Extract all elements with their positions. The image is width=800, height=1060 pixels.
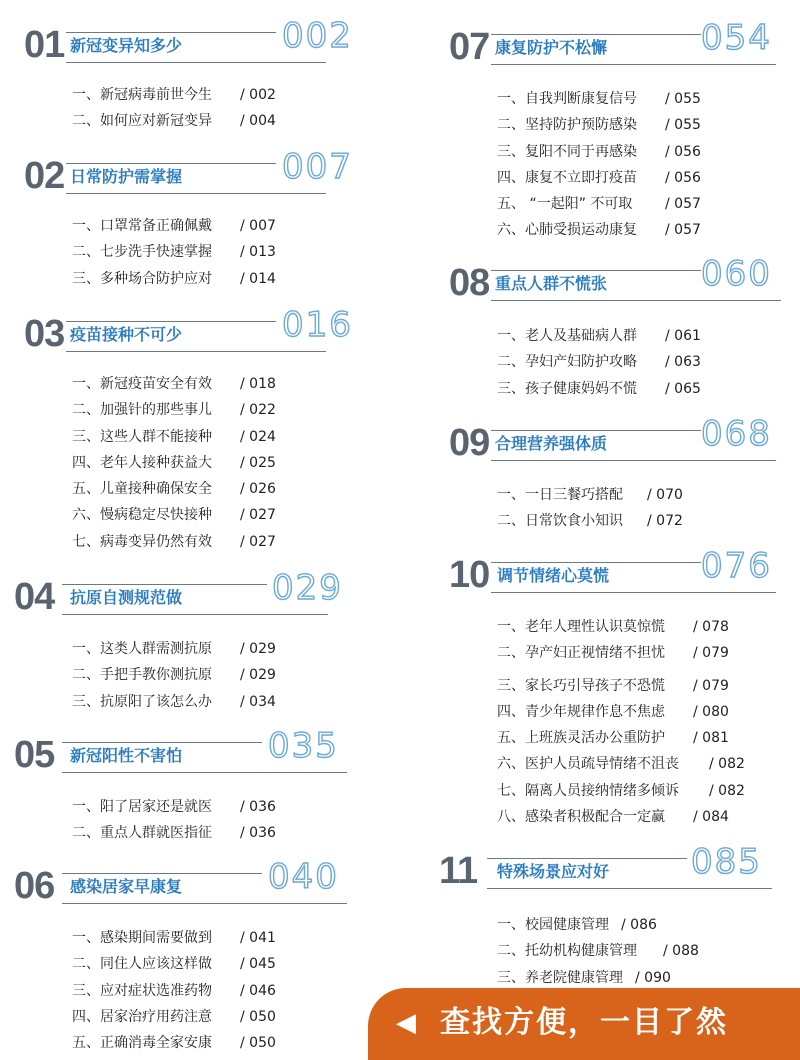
chapter-04[interactable]: 04 抗原自测规范做 029 一、这类人群需测抗原 / 029 二、手把手教你测抗原 / 029 三、抗原阳了该怎么办 / 034 — [14, 568, 343, 710]
chapter-title: 调节情绪心莫慌 — [497, 566, 610, 585]
chapter-title: 新冠变异知多少 — [70, 36, 183, 55]
chapter-page-number: 040 — [268, 857, 339, 897]
chapter-05[interactable]: 05 新冠阳性不害怕 035 一、阳了居家还是就医 / 036 二、重点人群就医指征 / 036 — [0, 732, 380, 782]
divider — [62, 614, 328, 615]
divider — [66, 321, 276, 322]
chapter-title: 康复防护不松懈 — [495, 38, 608, 57]
chapter-page-number: 054 — [701, 18, 772, 58]
chapter-page-number: 029 — [272, 568, 343, 608]
chapter-title: 合理营养强体质 — [495, 434, 608, 453]
chapter-11[interactable]: 11 特殊场景应对好 085 一、校园健康管理 / 086 二、托幼机构健康管理 / 088 三、养老院健康管理 / 090 — [425, 848, 800, 898]
chapter-number: 10 — [449, 554, 490, 596]
chapter-number: 11 — [439, 850, 478, 892]
promo-banner[interactable] — [368, 988, 800, 1060]
divider — [491, 34, 701, 35]
divider — [62, 584, 267, 585]
divider — [487, 858, 687, 859]
chapter-number: 03 — [24, 313, 65, 355]
chapter-06[interactable]: 06 感染居家早康复 040 一、感染期间需要做到 / 041 二、同住人应该这样做 / 045 三、应对症状选准药物 / 046 四、居家治疗用药注意 / 050 五、正确消毒全家安康 / 050 — [0, 863, 380, 913]
chapter-10[interactable]: 10 调节情绪心莫慌 076 一、老年人理性认识莫惊慌 / 078 二、孕产妇正视情绪不担忧 / 079 三、家长巧引导孩子不恐慌 / 079 四、青少年规律作息不焦虑 / 080 五、上班族灵活办公重防护 / 081 六、医护人员疏导情绪不沮丧 / 082 七、隔离人员接纳情绪多倾诉 / 082 八、感染者积极配合一定赢 / 084 — [425, 552, 800, 602]
divider — [66, 193, 326, 194]
divider — [66, 163, 276, 164]
chapter-number: 05 — [14, 734, 55, 776]
divider — [491, 592, 776, 593]
divider — [491, 64, 776, 65]
chapter-02[interactable]: 02 日常防护需掌握 007 一、口罩常备正确佩戴 / 007 二、七步洗手快速掌握 / 013 三、多种场合防护应对 / 014 — [24, 147, 353, 287]
chapter-page-number: 060 — [701, 254, 772, 294]
chapter-07[interactable]: 07 康复防护不松懈 054 一、自我判断康复信号 / 055 二、坚持防护预防感染 / 055 三、复阳不同于再感染 / 056 四、康复不立即打疫苗 / 056 五、 “一起阳” 不可取 / 057 六、心肺受损运动康复 / 057 — [425, 24, 800, 74]
chapter-03[interactable]: 03 疫苗接种不可少 016 一、新冠疫苗安全有效 / 018 二、加强针的那些事儿 / 022 三、这些人群不能接种 / 024 四、老年人接种获益大 / 025 五、儿童接种确保安全 / 026 六、慢病稳定尽快接种 / 027 七、病毒变异仍然有效 / 027 — [24, 305, 353, 550]
chapter-number: 04 — [14, 576, 55, 618]
chapter-09[interactable]: 09 合理营养强体质 068 一、一日三餐巧搭配 / 070 二、日常饮食小知识 / 072 — [425, 420, 800, 470]
chapter-number: 01 — [24, 24, 65, 66]
chapter-page-number: 035 — [268, 726, 339, 766]
chapter-title: 抗原自测规范做 — [70, 588, 183, 607]
chapter-number: 09 — [449, 422, 490, 464]
chapter-01[interactable]: 01 新冠变异知多少 002 一、新冠病毒前世今生 / 002 二、如何应对新冠变异 / 004 — [24, 16, 353, 130]
divider — [491, 270, 701, 271]
divider — [491, 562, 701, 563]
chapter-title: 新冠阳性不害怕 — [70, 746, 183, 765]
banner-text: 查找方便，一目了然 — [440, 1005, 728, 1040]
chapter-title: 疫苗接种不可少 — [70, 325, 183, 344]
chapter-title: 特殊场景应对好 — [497, 862, 610, 881]
chapter-number: 08 — [449, 262, 490, 304]
divider — [491, 430, 701, 431]
arrow-left-icon: ◀ — [396, 1008, 416, 1038]
divider — [66, 32, 276, 33]
chapter-page-number: 002 — [282, 16, 353, 56]
chapter-08[interactable]: 08 重点人群不慌张 060 一、老人及基础病人群 / 061 二、孕妇产妇防护攻略 / 063 三、孩子健康妈妈不慌 / 065 — [425, 260, 800, 310]
divider — [62, 772, 347, 773]
chapter-title: 重点人群不慌张 — [495, 274, 608, 293]
chapter-number: 02 — [24, 155, 65, 197]
chapter-page-number: 085 — [691, 842, 762, 882]
divider — [491, 460, 776, 461]
chapter-page-number: 016 — [282, 305, 353, 345]
divider — [66, 351, 326, 352]
chapter-title: 感染居家早康复 — [70, 877, 183, 896]
chapter-title: 日常防护需掌握 — [70, 167, 183, 186]
divider — [487, 888, 772, 889]
chapter-page-number: 068 — [701, 414, 772, 454]
chapter-number: 06 — [14, 865, 55, 907]
divider — [62, 873, 262, 874]
divider — [62, 742, 262, 743]
chapter-page-number: 007 — [282, 147, 353, 187]
chapter-number: 07 — [449, 26, 490, 68]
divider — [66, 62, 326, 63]
divider — [62, 903, 347, 904]
chapter-page-number: 076 — [701, 546, 772, 586]
divider — [491, 300, 781, 301]
